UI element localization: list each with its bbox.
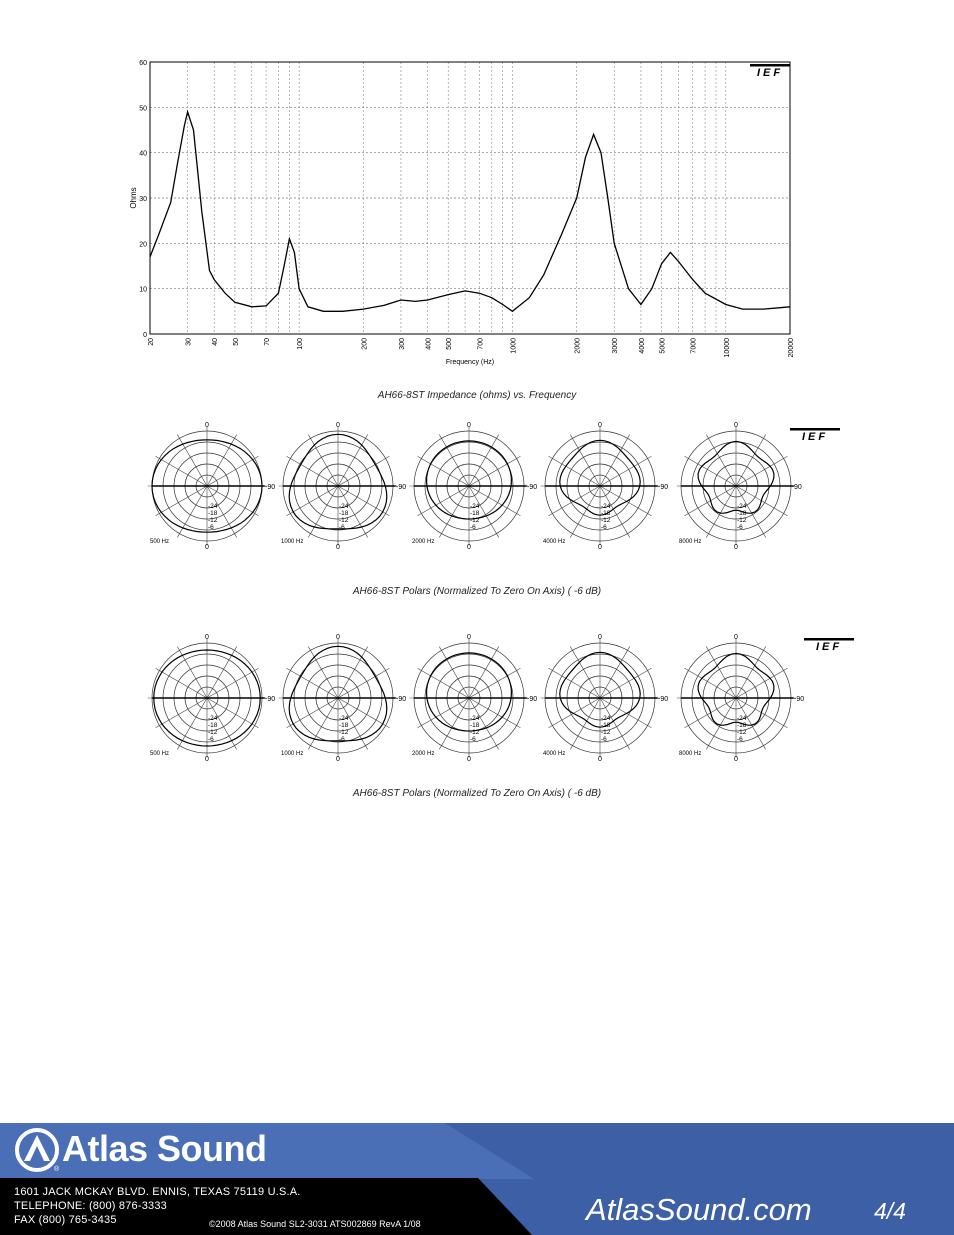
polar-frequency-label: 500 Hz [150, 751, 170, 757]
polar-ring-label: -18 [737, 510, 747, 517]
y-tick-label: 40 [139, 150, 147, 158]
polar-ring-label: -6 [208, 736, 214, 743]
polar-ring-label: -18 [339, 722, 349, 729]
footer-address: 1601 JACK MCKAY BLVD. ENNIS, TEXAS 75119 U.S.A. [14, 1186, 301, 1198]
footer-copyright: ©2008 Atlas Sound SL2-3031 ATS002869 RevA 1/08 [209, 1219, 421, 1229]
x-tick-label: 4000 [638, 338, 646, 354]
polar-label-bottom: 0 [205, 756, 209, 762]
polar-ring-label: -6 [208, 524, 214, 531]
polar-ring-label: -12 [339, 729, 349, 736]
y-tick-label: 20 [139, 241, 147, 249]
polar-label-top: 0 [598, 422, 602, 429]
x-tick-label: 50 [232, 338, 240, 346]
polar-label-top: 0 [205, 422, 209, 429]
x-tick-label: 700 [477, 338, 485, 350]
y-axis-label: Ohms [129, 187, 138, 209]
polar-label-bottom: 0 [467, 756, 471, 762]
polar-ring-label: -6 [339, 736, 345, 743]
x-tick-label: 20 [148, 338, 155, 346]
svg-text:®: ® [54, 1166, 60, 1173]
polar-label-side: -90 [527, 696, 538, 703]
polar-ring-label: -12 [601, 517, 611, 524]
polar-frequency-label: 2000 Hz [412, 539, 435, 545]
polar-ring-label: -24 [737, 503, 747, 510]
footer-telephone: TELEPHONE: (800) 876-3333 [14, 1200, 167, 1212]
atlas-logo-icon [14, 1127, 60, 1173]
polar-caption-2: AH66-8ST Polars (Normalized To Zero On Axis) ( -6 dB) [352, 788, 602, 799]
polar-frequency-label: 4000 Hz [543, 539, 566, 545]
polar-frequency-label: 500 Hz [150, 539, 170, 545]
polar-label-bottom: 0 [734, 756, 738, 762]
polar-ring-label: -6 [470, 736, 476, 743]
polar-frequency-label: 1000 Hz [281, 539, 304, 545]
polar-label-side: -90 [658, 696, 669, 703]
x-tick-label: 70 [264, 338, 272, 346]
polar-ring-label: -24 [339, 503, 349, 510]
polar-label-side: -90 [527, 484, 538, 491]
polar-frequency-label: 8000 Hz [679, 751, 702, 757]
polar-ring-label: -24 [737, 715, 747, 722]
polar-ring-label: -18 [470, 722, 480, 729]
polar-plot [410, 634, 538, 762]
polar-label-top: 0 [734, 422, 738, 429]
polar-ring-label: -6 [601, 736, 607, 743]
x-tick-label: 1000 [510, 338, 518, 354]
polar-ring-label: -18 [208, 510, 218, 517]
polar-plot [410, 422, 538, 550]
polar-ring-label: -18 [339, 510, 349, 517]
polar-ring-label: -12 [737, 729, 747, 736]
polar-ring-label: -24 [339, 715, 349, 722]
polar-ring-label: -18 [601, 510, 611, 517]
polar-ring-label: -12 [601, 729, 611, 736]
polar-ring-label: -12 [470, 517, 480, 524]
x-tick-label: 3000 [612, 338, 620, 354]
polar-label-bottom: 0 [467, 544, 471, 550]
polar-ring-label: -12 [737, 517, 747, 524]
x-tick-label: 2000 [574, 338, 582, 354]
ief-logo-text: IEF [756, 67, 784, 79]
polar-plot [279, 634, 407, 762]
x-tick-label: 30 [185, 338, 193, 346]
polar-ring-label: -6 [737, 524, 743, 531]
polar-plot [148, 422, 276, 550]
x-tick-label: 300 [398, 338, 406, 350]
x-tick-label: 5000 [659, 338, 667, 354]
polar-label-bottom: 0 [598, 756, 602, 762]
polar-row-1 [140, 420, 860, 550]
polar-label-top: 0 [205, 634, 209, 641]
x-tick-label: 40 [212, 338, 220, 346]
ief-logo [750, 64, 790, 79]
polar-ring-label: -18 [208, 722, 218, 729]
polar-frequency-label: 4000 Hz [543, 751, 566, 757]
polar-label-top: 0 [734, 634, 738, 641]
footer-fax: FAX (800) 765-3435 [14, 1214, 117, 1226]
ief-logo [804, 638, 854, 653]
impedance-caption: AH66-8ST Impedance (ohms) vs. Frequency [377, 390, 577, 401]
polar-ring-label: -18 [601, 722, 611, 729]
y-tick-label: 50 [139, 105, 147, 113]
polar-frequency-label: 8000 Hz [679, 539, 702, 545]
polar-label-top: 0 [336, 634, 340, 641]
x-tick-label: 500 [446, 338, 454, 350]
polar-label-side: -90 [396, 484, 407, 491]
polar-ring-label: -24 [470, 715, 480, 722]
polar-label-bottom: 0 [336, 756, 340, 762]
polar-label-side: -90 [396, 696, 407, 703]
polar-ring-label: -12 [470, 729, 480, 736]
polar-label-top: 0 [467, 634, 471, 641]
polar-label-side: -90 [265, 696, 276, 703]
x-tick-label: 400 [425, 338, 433, 350]
polar-ring-label: -24 [470, 503, 480, 510]
website-link[interactable]: AtlasSound.com [586, 1192, 812, 1227]
polar-label-side: -90 [658, 484, 669, 491]
x-tick-label: 10000 [723, 338, 731, 358]
y-tick-label: 10 [139, 286, 147, 294]
polar-plot [279, 422, 407, 550]
x-tick-label: 7000 [690, 338, 698, 354]
impedance-chart [120, 50, 810, 370]
polar-ring-label: -6 [601, 524, 607, 531]
polar-ring-label: -24 [601, 715, 611, 722]
impedance-curve [150, 112, 790, 311]
polar-label-top: 0 [598, 634, 602, 641]
polar-ring-label: -18 [470, 510, 480, 517]
x-axis-label: Frequency (Hz) [445, 359, 495, 366]
polar-label-top: 0 [467, 422, 471, 429]
polar-label-bottom: 0 [598, 544, 602, 550]
polar-ring-label: -24 [208, 503, 218, 510]
polar-ring-label: -18 [737, 722, 747, 729]
y-tick-label: 30 [139, 196, 147, 203]
polar-plot [541, 634, 669, 762]
polar-label-bottom: 0 [734, 544, 738, 550]
x-tick-label: 20000 [788, 338, 795, 358]
polar-label-side: 90 [794, 484, 802, 491]
polar-plot [148, 634, 276, 762]
polar-caption-1: AH66-8ST Polars (Normalized To Zero On Axis) ( -6 dB) [352, 586, 602, 597]
y-tick-label: 0 [143, 332, 147, 339]
polar-row-2 [140, 632, 870, 762]
polar-ring-label: -6 [470, 524, 476, 531]
polar-label-bottom: 0 [336, 544, 340, 550]
page-number: 4/4 [874, 1198, 906, 1224]
polar-frequency-label: 2000 Hz [412, 751, 435, 757]
y-tick-label: 60 [139, 60, 147, 67]
polar-ring-label: -6 [737, 736, 743, 743]
polar-ring-label: -6 [339, 524, 345, 531]
polar-ring-label: -24 [208, 715, 218, 722]
ief-logo [790, 428, 840, 443]
polar-ring-label: -24 [601, 503, 611, 510]
polar-frequency-label: 1000 Hz [281, 751, 304, 757]
polar-ring-label: -12 [339, 517, 349, 524]
polar-label-bottom: 0 [205, 544, 209, 550]
polar-label-side: -90 [265, 484, 276, 491]
polar-label-top: 0 [336, 422, 340, 429]
x-tick-label: 200 [361, 338, 369, 350]
brand-name: Atlas Sound [62, 1128, 267, 1169]
polar-label-side: -90 [794, 696, 805, 703]
polar-plot [677, 422, 802, 550]
polar-plot [677, 634, 805, 762]
polar-plot [541, 422, 669, 550]
x-tick-label: 100 [297, 338, 305, 350]
ief-logo-text: IEF [801, 431, 829, 443]
polar-ring-label: -12 [208, 729, 218, 736]
ief-logo-text: IEF [815, 641, 843, 653]
polar-ring-label: -12 [208, 517, 218, 524]
